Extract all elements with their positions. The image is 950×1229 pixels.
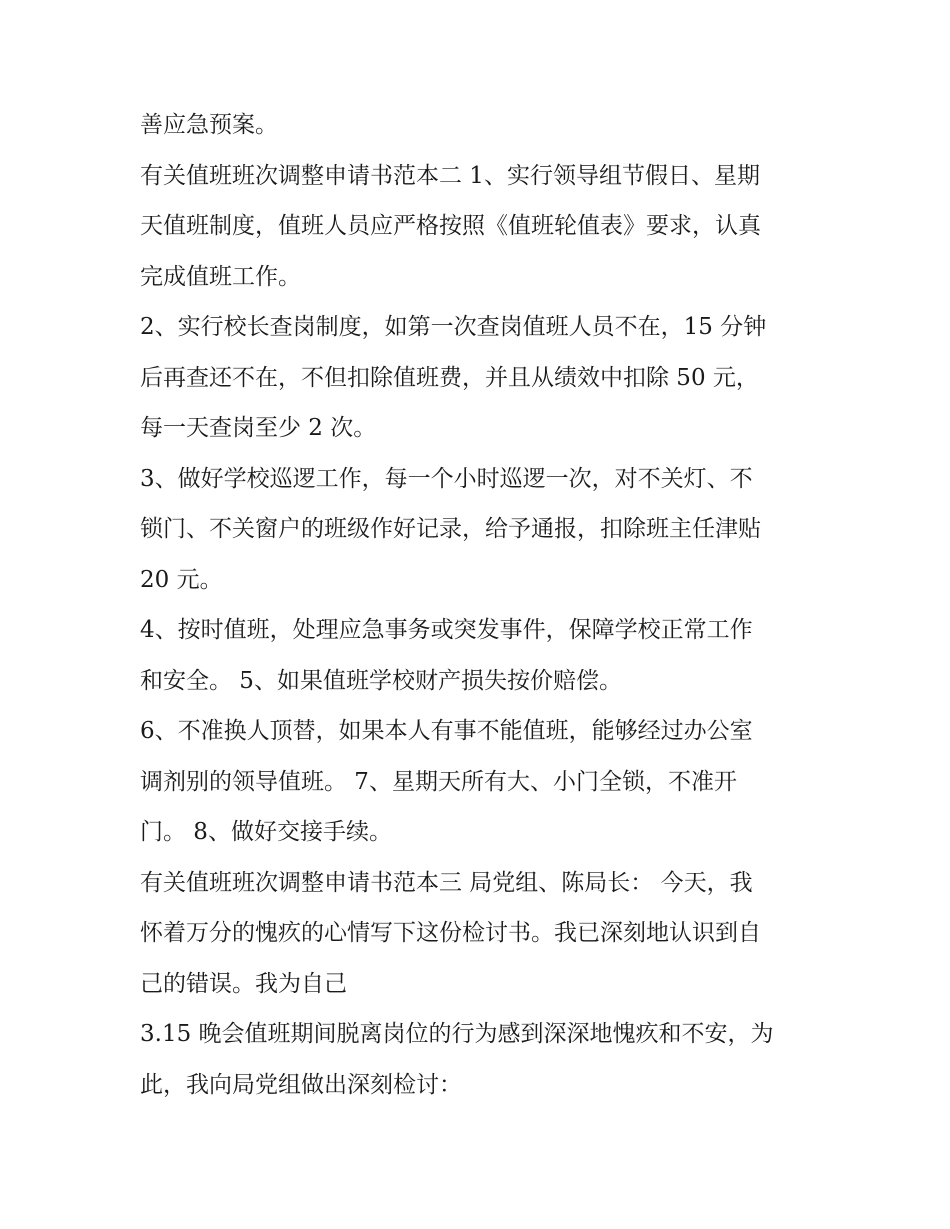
text-line: 每一天查岗至少 2 次。 xyxy=(140,415,377,441)
text-line: 3.15 晚会值班期间脱离岗位的行为感到深深地愧疚和不安，为 xyxy=(140,1021,774,1047)
text-line: 调剂别的领导值班。 7、星期天所有大、小门全锁，不准开 xyxy=(140,768,737,795)
document-body xyxy=(140,100,820,1110)
text-line: 2、实行校长查岗制度，如第一次查岗值班人员不在，15 分钟 xyxy=(140,314,767,340)
text-line: 门。 8、做好交接手续。 xyxy=(140,819,392,845)
text-line: 3、做好学校巡逻工作，每一个小时巡逻一次，对不关灯、不 xyxy=(140,465,753,492)
text-line: 完成值班工作。 xyxy=(140,263,301,290)
text-line: 怀着万分的愧疚的心情写下这份检讨书。我已深刻地认识到自 xyxy=(140,920,761,946)
text-line: 有关值班班次调整申请书范本三 局党组、陈局长： 今天，我 xyxy=(140,869,753,896)
text-line: 20 元。 xyxy=(140,566,223,593)
text-line: 后再查还不在，不但扣除值班费，并且从绩效中扣除 50 元， xyxy=(140,364,759,391)
text-line: 有关值班班次调整申请书范本二 1、实行领导组节假日、星期 xyxy=(140,162,760,189)
text-line: 4、按时值班，处理应急事务或突发事件，保障学校正常工作 xyxy=(140,617,753,643)
text-line: 此，我向局党组做出深刻检讨： xyxy=(140,1071,462,1098)
text-line: 6、不准换人顶替，如果本人有事不能值班，能够经过办公室 xyxy=(140,718,753,744)
text-line: 己的错误。我为自己 xyxy=(140,970,347,997)
text-line: 善应急预案。 xyxy=(140,112,278,138)
text-line: 和安全。 5、如果值班学校财产损失按价赔偿。 xyxy=(140,667,622,694)
text-line: 天值班制度，值班人员应严格按照《值班轮值表》要求，认真 xyxy=(140,213,761,239)
text-line: 锁门、不关窗户的班级作好记录，给予通报，扣除班主任津贴 xyxy=(140,516,761,542)
